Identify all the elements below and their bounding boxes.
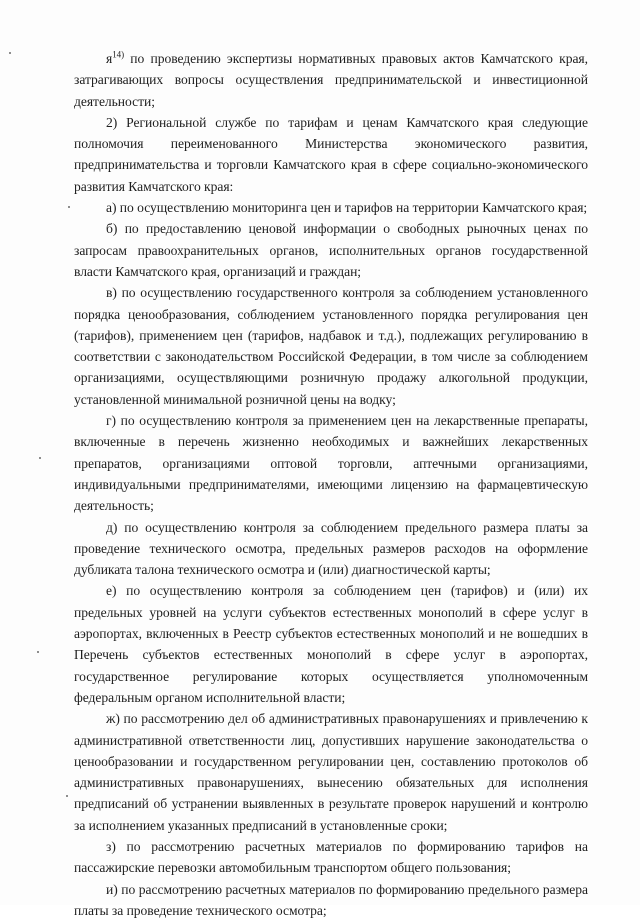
paragraph-item-a: а) по осуществлению мониторинга цен и тарифов на территории Камчатского края; xyxy=(106,200,588,216)
paragraph-item-b: б) по предоставлению ценовой информации о свободных рыночных ценах по запросам правоохранительных органов, исполнительных органов государственной власти Камчатского края, организаций и граждан; xyxy=(74,221,588,279)
scan-speck xyxy=(37,651,39,653)
paragraph-item-e: е) по осуществлению контроля за соблюдением цен (тарифов) и (или) их предельных уровней на услуги субъектов естественных монополий в сфере услуг в аэропортах, включенных в Реестр субъектов естественных монополий и не вошедших в Перечень субъектов естественных монополий в сфере услуг в аэропортах, государственное регулирование которых осуществляется уполномоченным федеральным органом исполнительной власти; xyxy=(74,583,588,705)
scan-speck xyxy=(68,206,70,208)
paragraph-continuation xyxy=(74,48,588,112)
scan-speck xyxy=(66,795,68,797)
paragraph-text: по проведению экспертизы нормативных правовых актов Камчатского края, затрагивающих вопросы осуществления предпринимательской и инвестиционной деятельности; xyxy=(74,51,588,109)
paragraph-item-zh: ж) по рассмотрению дел об административных правонарушениях и привлечению к административной ответственности лиц, допустивших нарушение законодательства о ценообразовании и государственном регулировании цен, составлению протоколов об административных правонарушениях, вынесению обязательных для исполнения предписаний об устранении выявленных в результате проверок нарушений и контролю за исполнением указанных предписаний в установленные сроки; xyxy=(74,711,588,833)
footnote-marker: 14) xyxy=(112,49,125,60)
paragraph-item-v: в) по осуществлению государственного контроля за соблюдением установленного порядка ценообразования, соблюдением установленного порядка регулирования цен (тарифов), применением цен (тарифов, надбавок и т.д.), подлежащих регулированию в соответствии с законодательством Российской Федерации, в том числе за соблюдением организациями, осуществляющими розничную продажу алкогольной продукции, установленной минимальной розничной цены на водку; xyxy=(74,285,588,407)
paragraph-text: я xyxy=(106,51,113,66)
paragraph-item-2: 2) Региональной службе по тарифам и ценам Камчатского края следующие полномочия переименованного Министерства экономического развития, предпринимательства и торговли Камчатского края в сфере социально-экономического развития Камчатского края: xyxy=(74,114,588,194)
document-body xyxy=(74,48,588,921)
scan-speck xyxy=(39,457,41,459)
paragraph-item-g: г) по осуществлению контроля за применением цен на лекарственные препараты, включенные в перечень жизненно необходимых и важнейших лекарственных препаратов, организациями оптовой торговли, аптечными организациями, индивидуальными предпринимателями, имеющими лицензию на фармацевтическую деятельность; xyxy=(74,413,588,514)
paragraph-item-d: д) по осуществлению контроля за соблюдением предельного размера платы за проведение технического осмотра, предельных размеров расходов на оформление дубликата талона технического осмотра и (или) диагностической карты; xyxy=(74,519,588,578)
paragraph-item-i: и) по рассмотрению расчетных материалов по формированию предельного размера платы за проведение технического осмотра; xyxy=(74,881,588,918)
scan-speck xyxy=(9,52,11,54)
paragraph-item-z: з) по рассмотрению расчетных материалов по формированию тарифов на пассажирские перевозки автомобильным транспортом общего пользования; xyxy=(74,838,588,876)
